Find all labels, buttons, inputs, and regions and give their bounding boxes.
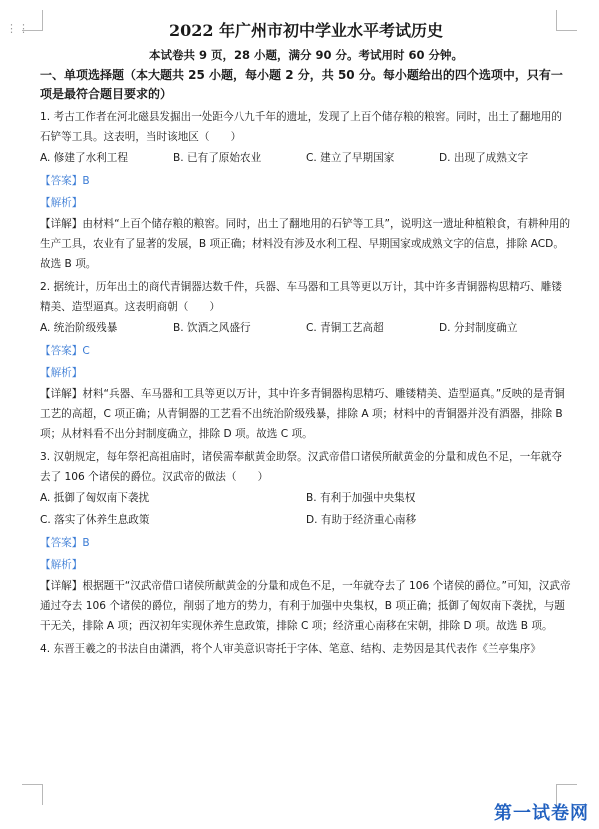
answer-value: B: [82, 175, 90, 187]
question-text: 3. 汉朝规定，每年祭祀高祖庙时，诸侯需奉献黄金助祭。汉武帝借口诸侯所献黄金的分量和成色不足，一年就夺去了 106 个诸侯的爵位。汉武帝的做法（ ）: [40, 451, 562, 483]
detail-text: 根据题干“汉武帝借口诸侯所献黄金的分量和成色不足，一年就夺去了 106 个诸侯的爵位。”可知，汉武帝通过夺去 106 个诸侯的爵位，削弱了地方的势力，有利于加强中央集权，B 项正确；抵御了匈奴南下袭扰，与题干无关，排除 A 项；西汉初年实现休养生息政策，排除 C 项；经济重心南移在宋朝，排除 D 项。故选 B 项。: [40, 580, 571, 632]
answer-value: C: [82, 345, 90, 357]
answer-line: [40, 340, 572, 362]
options: [40, 487, 572, 531]
question-2: [40, 277, 572, 444]
drag-handle-icon[interactable]: ⋮⋮: [6, 22, 30, 35]
detail-paragraph: [40, 384, 572, 444]
option-b: B. 有利于加强中央集权: [306, 492, 416, 504]
question-text: 4. 东晋王羲之的书法自由潇洒，将个人审美意识寄托于字体、笔意、结构、走势因是其代表作《兰亭集序》: [40, 643, 541, 655]
option-c: C. 青铜工艺高超: [306, 322, 384, 334]
option-d: D. 出现了成熟文字: [439, 152, 529, 164]
answer-line: [40, 170, 572, 192]
answer-label: 【答案】: [40, 175, 83, 187]
question-text: 1. 考古工作者在河北磁县发掘出一处距今八九千年的遗址，发现了上百个储存粮的粮窖。同时，出土了翻地用的石铲等工具。这表明，当时该地区（ ）: [40, 111, 562, 143]
option-d: D. 分封制度确立: [439, 322, 518, 334]
analysis-heading: 【解析】: [40, 559, 83, 571]
document-page: [40, 18, 572, 662]
options: [40, 147, 572, 169]
option-d: D. 有助于经济重心南移: [306, 514, 417, 526]
detail-label: 【详解】: [40, 388, 83, 400]
detail-text: 材料“兵器、车马器和工具等更以万计，其中许多青铜器构思精巧、雕镂精美、造型逼真。”反映的是青铜工艺的高超，C 项正确；从青铜器的工艺看不出统治阶级残暴，排除 A 项；材料中的青铜器并没有酒器，排除 B 项；从材料看不出分封制度确立，排除 D 项。故选 C 项。: [40, 388, 565, 440]
options: [40, 317, 572, 339]
analysis-heading: 【解析】: [40, 197, 83, 209]
question-4: [40, 639, 572, 659]
answer-label: 【答案】: [40, 537, 83, 549]
option-a: A. 统治阶级残暴: [40, 322, 118, 334]
option-b: B. 饮酒之风盛行: [173, 322, 251, 334]
option-a: A. 抵御了匈奴南下袭扰: [40, 492, 150, 504]
option-a: A. 修建了水利工程: [40, 152, 128, 164]
site-watermark: 第一试卷网: [494, 803, 589, 824]
question-3: [40, 447, 572, 636]
page-title: 2022 年广州市初中学业水平考试历史: [168, 21, 444, 40]
analysis-heading: 【解析】: [40, 367, 83, 379]
detail-text: 由材料“上百个储存粮的粮窖。同时，出土了翻地用的石铲等工具”，说明这一遗址种植粮食，有耕种用的生产工具，农业有了显著的发展，B 项正确；材料没有涉及水利工程、早期国家或成熟文字的信息，排除 ACD。故选 B 项。: [40, 218, 571, 270]
page-corner-mark: [22, 784, 43, 805]
question-text: 2. 据统计，历年出土的商代青铜器达数千件，兵器、车马器和工具等更以万计，其中许多青铜器构思精巧、雕镂精美、造型逼真。这表明商朝（ ）: [40, 281, 562, 313]
answer-line: [40, 532, 572, 554]
option-c: C. 建立了早期国家: [306, 152, 395, 164]
detail-paragraph: [40, 576, 572, 636]
question-1: [40, 107, 572, 274]
exam-info: 本试卷共 9 页，28 小题，满分 90 分。考试用时 60 分钟。: [148, 48, 464, 62]
section-heading: 一、单项选择题（本大题共 25 小题，每小题 2 分，共 50 分。每小题给出的四个选项中，只有一项是最符合题目要求的）: [40, 68, 563, 101]
detail-label: 【详解】: [40, 580, 83, 592]
answer-value: B: [82, 537, 90, 549]
option-c: C. 落实了休养生息政策: [40, 514, 150, 526]
option-b: B. 已有了原始农业: [173, 152, 262, 164]
detail-label: 【详解】: [40, 218, 83, 230]
answer-label: 【答案】: [40, 345, 83, 357]
detail-paragraph: [40, 214, 572, 274]
